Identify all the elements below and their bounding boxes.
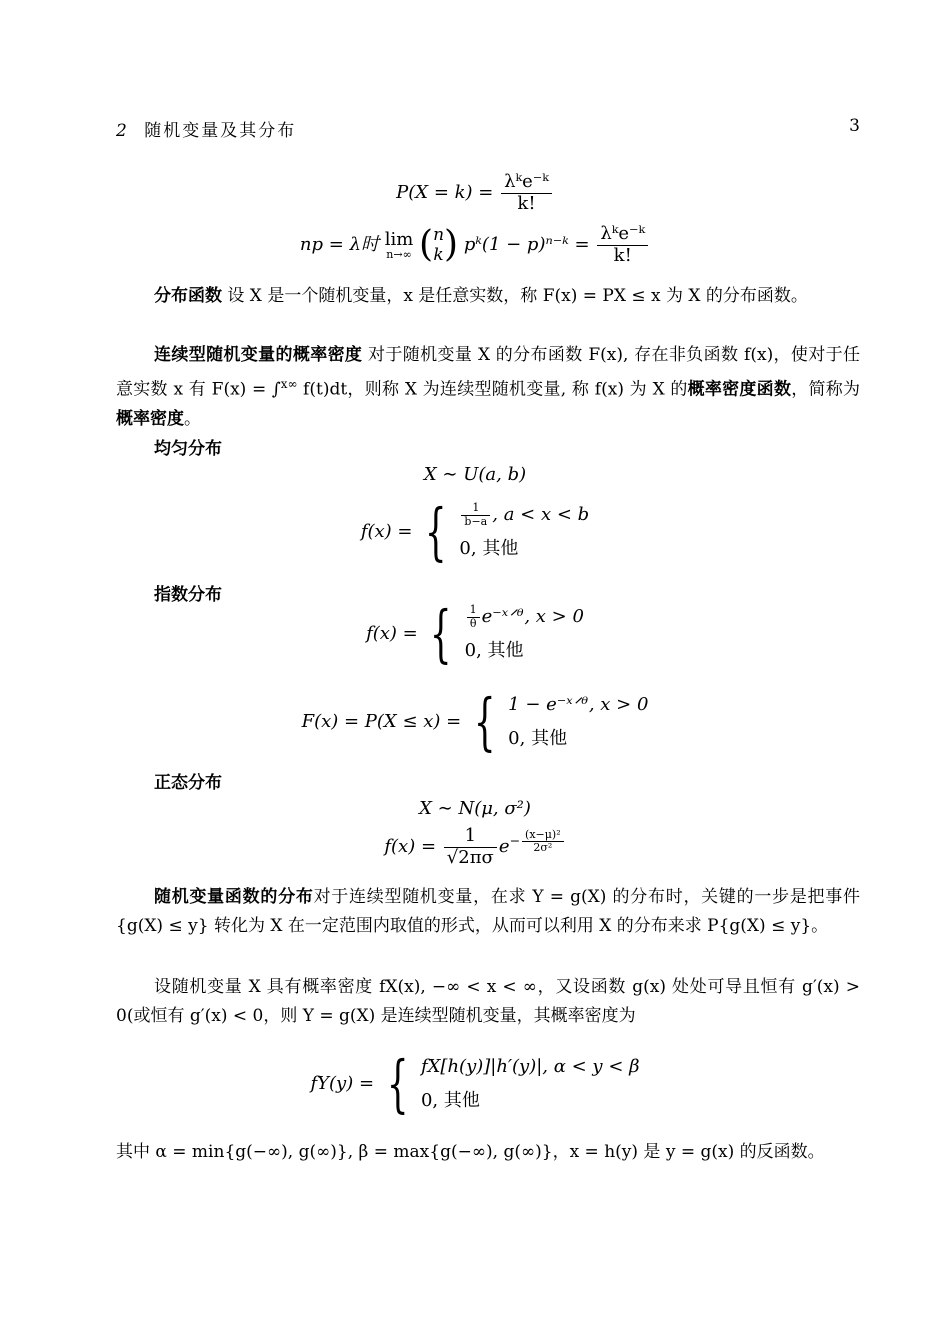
exponential-density <box>0 597 950 670</box>
function-of-rv-cases <box>421 1050 640 1118</box>
exponential-case-num: 1 <box>467 604 480 618</box>
poisson-denominator: k! <box>517 192 536 214</box>
normal-exponent-fraction <box>522 829 564 855</box>
uniform-case-condition: , a < x < b <box>492 504 590 525</box>
normal-fraction <box>444 826 497 868</box>
uniform-dist-text: X ∼ U(a, b) <box>423 464 527 485</box>
distribution-function-paragraph <box>116 282 860 311</box>
left-brace-icon: { <box>430 597 453 670</box>
exponential-case-fraction <box>467 604 480 630</box>
normal-exp-den: 2σ² <box>533 841 553 855</box>
function-of-rv-text: 对于连续型随机变量，在求 Y = g(X) 的分布时，关键的一步是把事件 {g(X) ≤ y} 转化为 X 在一定范围内取值的形式，从而可以利用 X 的分布来求 P{g(X) ≤ y}。 <box>116 887 860 936</box>
uniform-case-1 <box>459 498 589 532</box>
poisson-fraction <box>501 172 552 214</box>
exponential-density-lhs: f(x) = <box>366 623 418 644</box>
uniform-case-2: 0, 其他 <box>459 538 519 559</box>
exponential-case-1 <box>465 600 584 634</box>
poisson-lhs: P(X = k) = <box>396 182 494 204</box>
uniform-case-num: 1 <box>461 502 490 516</box>
poisson-numerator: λᵏe⁻ᵏ <box>501 172 552 194</box>
uniform-dist <box>0 464 950 485</box>
uniform-density <box>0 495 950 568</box>
limit-fraction <box>597 224 648 266</box>
limit-denominator: k! <box>613 244 632 266</box>
function-of-rv-term: 随机变量函数的分布 <box>154 887 314 907</box>
left-brace-icon: { <box>473 685 496 758</box>
binomial-open-paren: ( <box>419 224 434 266</box>
uniform-case-den: b−a <box>464 514 488 528</box>
function-of-rv-lhs: fY(y) = <box>310 1073 375 1094</box>
exponential-cdf <box>0 685 950 758</box>
uniform-heading: 均匀分布 <box>154 439 222 459</box>
normal-density <box>0 826 950 868</box>
continuous-density-text-1: 对于随机变量 X 的分布函数 F(x), 存在非负函数 f(x)，使对于任意实数 x 有 F(x) = ∫ <box>116 345 860 400</box>
section-number: 2 <box>116 121 127 141</box>
left-brace-icon: { <box>425 495 447 568</box>
density-function-term: 概率密度函数 <box>687 379 792 400</box>
limit-word: lim <box>384 228 414 250</box>
function-of-rv-density <box>0 1047 950 1120</box>
exponential-cases <box>465 600 584 668</box>
exponential-case-2: 0, 其他 <box>464 640 524 661</box>
binomial-close-paren: ) <box>444 224 459 266</box>
uniform-case-fraction <box>461 502 490 528</box>
function-of-rv-case-1: fX[h(y)]|h′(y)|, α < y < β <box>420 1056 640 1077</box>
normal-denominator: √2πσ <box>446 846 494 868</box>
binomial-bottom: k <box>433 245 444 266</box>
limit-tail: pᵏ(1 − p)ⁿ⁻ᵏ = <box>463 234 590 256</box>
continuous-density-text-4: 。 <box>184 408 201 429</box>
normal-heading: 正态分布 <box>154 773 222 793</box>
continuous-density-paragraph <box>116 341 860 434</box>
normal-dist <box>0 798 950 819</box>
normal-exponent: − (x−μ)² 2σ² <box>509 833 565 848</box>
exponential-cdf-lhs: F(x) = P(X ≤ x) = <box>301 711 462 732</box>
running-head <box>116 116 860 141</box>
exponential-case-den: θ <box>469 616 477 630</box>
continuous-density-text-2: f(t)dt，则称 X 为连续型随机变量, 称 f(x) 为 X 的 <box>297 379 688 400</box>
normal-exp-num: (x−μ)² <box>522 829 564 843</box>
exponential-cdf-case-2: 0, 其他 <box>508 728 568 749</box>
normal-numerator: 1 <box>444 826 497 848</box>
exponential-cdf-case-1: 1 − e⁻ˣᐟᶿ, x > 0 <box>508 694 649 715</box>
function-of-rv-text-2: 设随机变量 X 具有概率密度 fX(x), −∞ < x < ∞，又设函数 g(x) 处处可导且恒有 g′(x) > 0(或恒有 g′(x) < 0，则 Y = g(X) 是连续型随机变量，其概率密度为 <box>116 977 860 1026</box>
distribution-function-term: 分布函数 <box>154 286 222 306</box>
function-of-rv-case-2: 0, 其他 <box>420 1090 480 1111</box>
continuous-density-text-3: ，简称为 <box>791 379 861 400</box>
integral-limits: x∞ <box>280 377 298 391</box>
function-of-rv-paragraph <box>116 883 860 941</box>
poisson-limit-formula <box>0 224 950 266</box>
binomial-coefficient <box>433 225 444 265</box>
density-term: 概率密度 <box>116 408 184 429</box>
exponential-cdf-cases <box>508 688 648 756</box>
left-brace-icon: { <box>386 1047 409 1120</box>
normal-dist-text: X ∼ N(μ, σ²) <box>419 798 531 819</box>
limit-numerator: λᵏe⁻ᵏ <box>597 224 648 246</box>
limit-condition: np = λ时 <box>299 234 379 256</box>
distribution-function-text: 设 X 是一个随机变量，x 是任意实数，称 F(x) = PX ≤ x 为 X 的分布函数。 <box>222 286 808 306</box>
section-title: 随机变量及其分布 <box>144 121 297 141</box>
function-of-rv-final-text: 其中 α = min{g(−∞), g(∞)}, β = max{g(−∞), g(∞)}，x = h(y) 是 y = g(x) 的反函数。 <box>116 1142 825 1162</box>
exponential-heading: 指数分布 <box>154 585 222 605</box>
function-of-rv-final <box>116 1138 860 1167</box>
continuous-density-term: 连续型随机变量的概率密度 <box>154 345 363 365</box>
normal-exp-base: e <box>498 836 510 858</box>
binomial-top: n <box>433 225 445 246</box>
uniform-density-lhs: f(x) = <box>360 521 413 542</box>
limit-subscript: n→∞ <box>386 247 412 261</box>
normal-density-lhs: f(x) = <box>384 836 437 858</box>
uniform-cases <box>459 498 589 566</box>
exponential-case-condition: e⁻ˣᐟᶿ, x > 0 <box>481 606 584 627</box>
limit-operator <box>384 228 414 261</box>
page-number: 3 <box>849 116 860 136</box>
poisson-formula <box>0 172 950 214</box>
function-of-rv-paragraph-2 <box>116 973 860 1031</box>
